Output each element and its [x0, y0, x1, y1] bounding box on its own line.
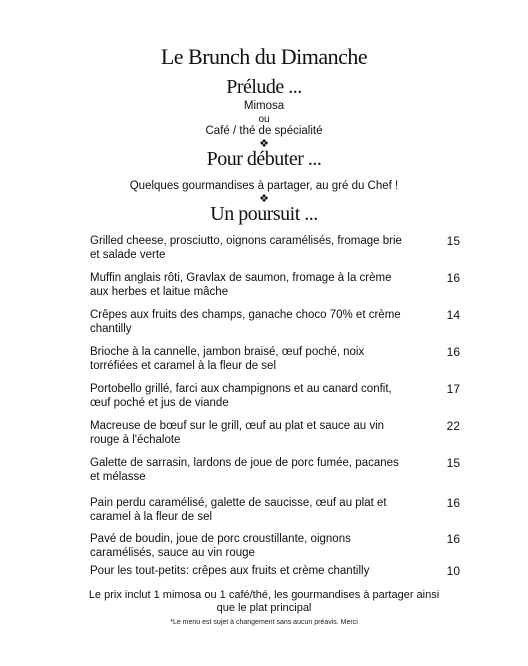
menu-item-price: 16 [446, 496, 460, 510]
separator-diamond-icon: ❖ [259, 138, 269, 150]
menu-item-price: 15 [446, 456, 460, 470]
menu-item [90, 382, 460, 410]
menu-item [90, 271, 460, 299]
menu-item-price: 17 [446, 382, 460, 396]
prelude-line-ou: ou [258, 114, 270, 125]
menu-item-description: Macreuse de bœuf sur le grill, œuf au plat et sauce au vin rouge à l'échalote [90, 420, 385, 446]
menu-item-description: Grilled cheese, prosciutto, oignons caramélisés, fromage brie et salade verte [90, 235, 402, 261]
price-note-line: Le prix inclut 1 mimosa ou 1 café/thé, les gourmandises à partager ainsi [88, 589, 440, 601]
prelude-line-cafe: Café / thé de spécialité [205, 125, 323, 137]
price-note [0, 589, 528, 615]
menu-item [90, 496, 460, 524]
menu-item-description: Crêpes aux fruits des champs, ganache choco 70% et crème chantilly [90, 309, 401, 335]
menu-item-description: Pain perdu caramélisé, galette de saucisse, œuf au plat et caramel à la fleur de sel [90, 497, 387, 523]
menu-item [90, 564, 460, 578]
menu-item-price: 14 [446, 308, 460, 322]
price-note-line: que le plat principal [216, 602, 312, 614]
menu-item-description: Galette de sarrasin, lardons de joue de porc fumée, pacanes et mélasse [90, 457, 399, 483]
menu-item-description: Pavé de boudin, joue de porc croustillante, oignons caramélisés, sauce au vin rouge [90, 533, 351, 559]
menu-item-description: Portobello grillé, farci aux champignons et au canard confit, œuf poché et jus de viande [90, 383, 392, 409]
menu-title: Le Brunch du Dimanche [160, 44, 368, 69]
separator-diamond-icon: ❖ [259, 193, 269, 205]
menu-item [90, 532, 460, 560]
menu-item [90, 345, 460, 373]
menu-item-price: 10 [446, 564, 460, 578]
prelude-heading: Prélude ... [226, 76, 302, 98]
menu-item-price: 16 [446, 271, 460, 285]
menu-item-price: 15 [446, 234, 460, 248]
menu-item-description: Brioche à la cannelle, jambon braisé, œuf poché, noix torréfiées et caramel à la fleur de sel [90, 346, 365, 372]
menu-item-price: 16 [446, 532, 460, 546]
menu-item [90, 234, 460, 262]
menu-item-description: Muffin anglais rôti, Gravlax de saumon, fromage à la crème aux herbes et laitue mâche [90, 272, 392, 298]
debuter-heading: Pour débuter ... [206, 148, 322, 170]
menu-item [90, 456, 460, 484]
menu-item-price: 22 [446, 419, 460, 433]
menu-item-price: 16 [446, 345, 460, 359]
menu-item-description: Pour les tout-petits: crêpes aux fruits et crème chantilly [90, 565, 370, 577]
prelude-line-mimosa: Mimosa [243, 100, 285, 112]
menu-item [90, 308, 460, 336]
poursuit-heading: Un poursuit ... [210, 203, 318, 225]
menu-item [90, 419, 460, 447]
disclaimer-text: *Le menu est sujet à changement sans aucun préavis. Merci [170, 619, 358, 626]
debuter-text: Quelques gourmandises à partager, au gré du Chef ! [129, 180, 399, 192]
